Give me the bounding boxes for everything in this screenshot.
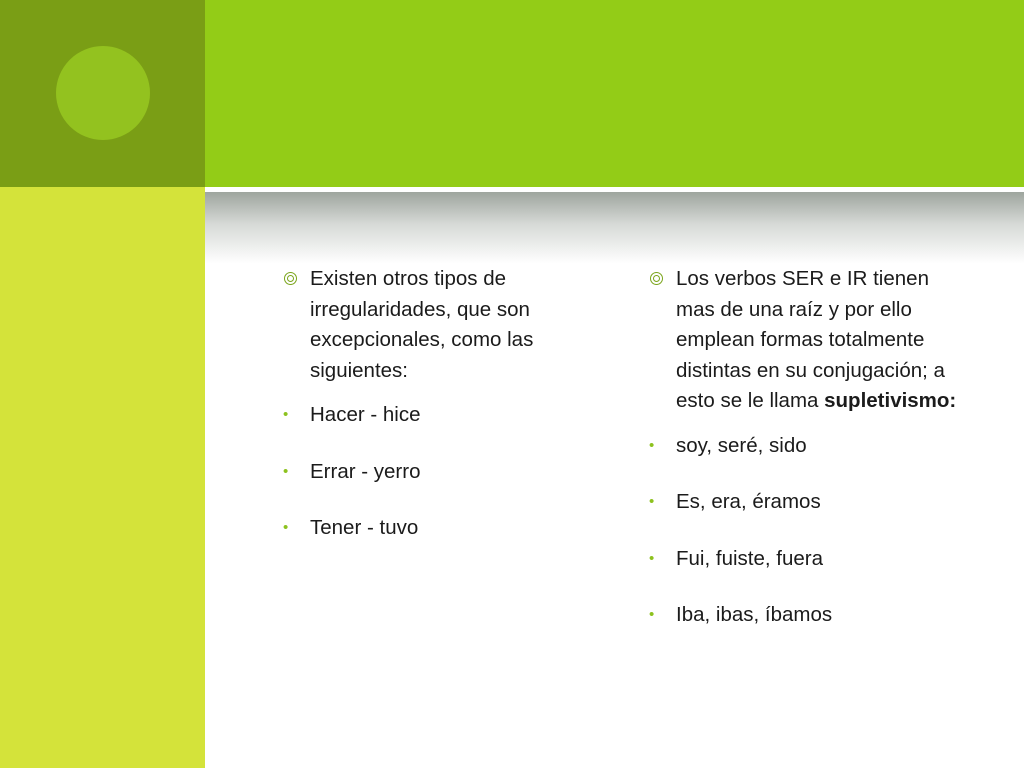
list-item	[648, 487, 968, 518]
dot-icon: •	[649, 549, 655, 567]
list-item	[282, 513, 582, 544]
list-item	[282, 400, 582, 431]
list-item	[648, 431, 968, 462]
dot-icon: •	[649, 436, 655, 454]
list-item-text: Es, era, éramos	[676, 490, 821, 513]
dot-icon: •	[283, 519, 289, 536]
title-bar	[205, 0, 1024, 187]
target-ring-icon	[650, 272, 663, 285]
right-content-column	[648, 264, 968, 657]
gradient-band	[205, 192, 1024, 264]
dot-icon: •	[649, 606, 655, 623]
list-item-text: Fui, fuiste, fuera	[676, 546, 823, 570]
dot-icon: •	[649, 493, 655, 510]
corner-decorative-block	[0, 0, 205, 187]
left-content-column	[282, 264, 582, 570]
list-item	[648, 600, 968, 631]
list-item-text: Errar - yerro	[310, 459, 421, 483]
list-item	[282, 457, 582, 488]
left-intro-item	[282, 264, 582, 386]
term-supletivismo: supletivismo:	[824, 389, 957, 412]
list-item-text: Hacer - hice	[310, 403, 421, 426]
list-item-text: soy, seré, sido	[676, 433, 807, 457]
list-item-text: Iba, ibas, íbamos	[676, 603, 833, 626]
list-item	[648, 544, 968, 575]
left-intro-text: Existen otros tipos de irregularidades, que son excepcionales, como las siguientes:	[310, 267, 534, 382]
decorative-circle	[56, 46, 150, 140]
right-intro-item	[648, 264, 968, 417]
right-intro-text: Los verbos SER e IR tienen mas de una raíz y por ello emplean formas totalmente distintas en su conjugación; a esto se le llama	[676, 267, 945, 412]
target-ring-icon	[284, 272, 297, 285]
dot-icon: •	[283, 462, 289, 480]
dot-icon: •	[283, 406, 289, 423]
list-item-text: Tener - tuvo	[310, 516, 419, 539]
